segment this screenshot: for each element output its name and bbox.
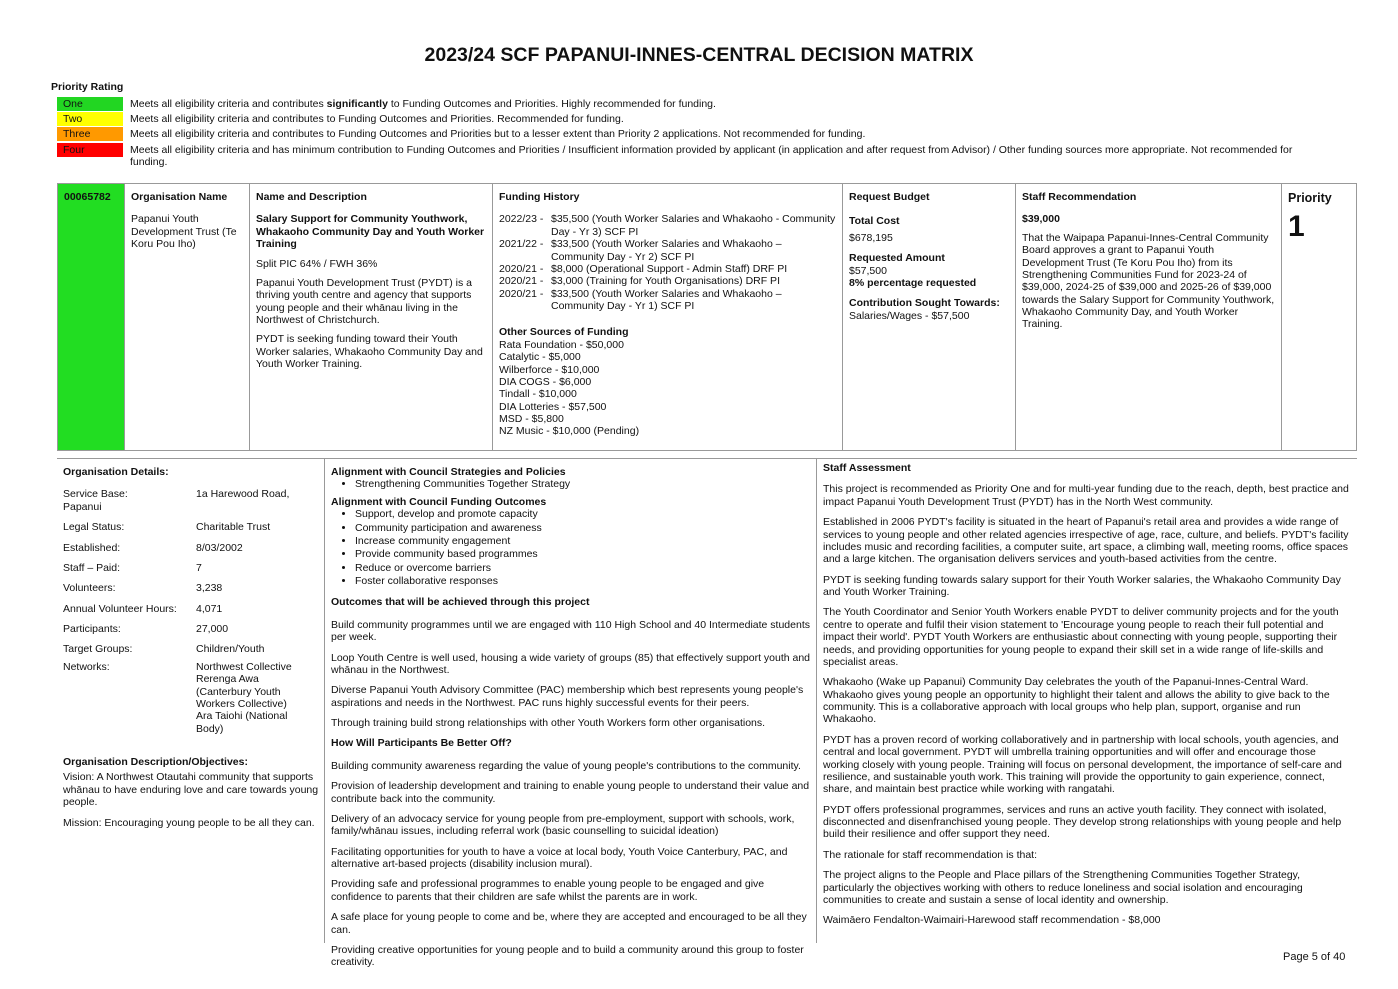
other-source-item: MSD - $5,800 <box>499 413 564 425</box>
outcome-item: • Community participation and awareness <box>355 522 813 534</box>
contribution-value: Salaries/Wages - $57,500 <box>849 309 970 322</box>
other-source-item: NZ Music - $10,000 (Pending) <box>499 425 640 438</box>
funding-history-item <box>499 288 836 313</box>
total-cost-label: Total Cost <box>849 215 900 228</box>
funding-year: 2022/23 - <box>499 213 544 226</box>
assessment-paragraph: The project aligns to the People and Place pillars of the Strengthening Communities Together Strategy, particularly the objectives working with others to reduce loneliness and social isolation and encouraging communities to create and sustain a sense of local identity and ownership. <box>823 869 1303 906</box>
project-split: Split PIC 64% / FWH 36% <box>256 257 378 270</box>
funding-history-item <box>499 213 836 238</box>
other-source-item: Rata Foundation - $50,000 <box>499 338 624 351</box>
priority-swatch: One <box>57 97 123 111</box>
priority-description-text: Meets all eligibility criteria and contributes <box>130 98 327 110</box>
org-detail-label: Staff – Paid: <box>63 561 121 574</box>
other-source-item: Wilberforce - $10,000 <box>499 363 600 376</box>
org-detail-value: 8/03/2002 <box>196 541 243 554</box>
total-cost-value: $678,195 <box>849 231 893 244</box>
funding-history-item <box>499 263 836 275</box>
funding-history-header: Funding History <box>499 191 580 203</box>
column-divider <box>816 459 817 943</box>
better-off-list <box>331 760 813 969</box>
funding-year: 2020/21 - <box>499 275 544 288</box>
funding-detail: $8,000 (Operational Support - Admin Staff) DRF PI <box>551 262 788 275</box>
funding-year: 2020/21 - <box>499 287 544 300</box>
assessment-paragraph: PYDT has a proven record of working collaboratively and in partnership with local schools, youth agencies, and central and local government. PYDT will umbrella training opportunities and will offer and encourage those working closely with young people. Training will focus on personal development, the importance of self-care and resilience, and sustainable youth work. This training will provide the opportunity to gain experience, connect, share, and maintain best practice while working with rangatahi. <box>823 733 1342 796</box>
outcomes-header: Alignment with Council Funding Outcomes <box>331 495 547 508</box>
organisation-details <box>63 466 323 837</box>
networks-row <box>63 661 323 735</box>
org-detail-row <box>63 521 323 533</box>
outcome-item: • Support, develop and promote capacity <box>355 508 813 520</box>
outcome-item: • Reduce or overcome barriers <box>355 562 813 574</box>
assessment-paragraph: Whakaoho (Wake up Papanui) Community Day celebrates the youth of the Papanui-Innes-Central Ward. Whakaoho gives young people an opportunity to highlight their talent and allows the ability to give back to the community. This is a collaborative approach with local groups who help plan, support, organise and run Whakaoho. <box>823 676 1330 726</box>
org-detail-label: Volunteers: <box>63 582 116 595</box>
funding-year: 2020/21 - <box>499 262 544 275</box>
better-off-item: Providing creative opportunities for young people and to build a community around this group to foster creativity. <box>331 943 804 969</box>
section-divider <box>57 458 1357 459</box>
staff-recommendation-text: That the Waipapa Papanui-Innes-Central Community Board approves a grant to Papanui Youth Development Trust (Te Koru Pou Iho) from its Strengthening Communities Fund for 2023-24 of $39,000, 2024-25 of $39,000 and 2025-26 of $39,000 towards the Salary Support for Community Youthwork, Whakaoho Community Day, and Youth Worker Training. <box>1022 231 1275 331</box>
org-detail-value: 4,071 <box>196 602 223 615</box>
other-source-item: Catalytic - $5,000 <box>499 351 581 364</box>
priority-description-text: to Funding Outcomes and Priorities. Highly recommended for funding. <box>387 98 716 110</box>
staff-recommendation-cell <box>1016 184 1282 450</box>
requested-amount-value: $57,500 <box>849 264 887 277</box>
application-id: 00065782 <box>64 191 111 203</box>
funding-history-list <box>499 213 836 312</box>
percentage-requested: 8% percentage requested <box>849 276 977 289</box>
priority-cell <box>1282 184 1356 450</box>
org-detail-label: Legal Status: <box>63 521 125 534</box>
priority-description <box>130 144 1310 169</box>
funding-detail: $33,500 (Youth Worker Salaries and Whakaoho – Community Day - Yr 2) SCF PI <box>551 238 782 263</box>
achieved-item: Diverse Papanui Youth Advisory Committee (PAC) membership which best represents young people's aspirations and needs in the Northwest. PAC runs highly successful events for their peers. <box>331 684 804 709</box>
organisation-name-cell <box>125 184 250 450</box>
request-budget-cell <box>843 184 1016 450</box>
priority-rating-label: Priority Rating <box>51 81 124 93</box>
priority-swatch: Two <box>57 112 123 126</box>
project-description-2: PYDT is seeking funding toward their Youth Worker salaries, Whakaoho Community Day and Youth Worker Training. <box>256 333 483 371</box>
better-off-header: How Will Participants Be Better Off? <box>331 737 512 750</box>
funding-detail: $35,500 (Youth Worker Salaries and Whakaoho - Community Day - Yr 3) SCF PI <box>551 213 836 238</box>
funding-year: 2021/22 - <box>499 238 544 251</box>
priority-description-emphasis: significantly <box>326 98 388 110</box>
priority-header: Priority <box>1288 191 1332 205</box>
staff-assessment-paragraphs <box>823 483 1350 926</box>
organisation-description-header: Organisation Description/Objectives: <box>63 756 248 768</box>
org-detail-value-continued: Papanui <box>63 500 102 513</box>
achieved-item: Loop Youth Centre is well used, housing a wide variety of groups (85) that effectively support youth and whānau in the Northwest. <box>331 651 811 676</box>
better-off-item: Provision of leadership development and training to enable young people to understand their value and contribute back into the community. <box>331 780 810 805</box>
other-source-item: Tindall - $10,000 <box>499 388 577 401</box>
strategies-list <box>331 478 813 490</box>
priority-description <box>130 128 1310 140</box>
assessment-paragraph: This project is recommended as Priority One and for multi-year funding due to the reach, depth, best practice and impact Papanui Youth Development Trust (PYDT) has in the North West community. <box>823 483 1349 508</box>
page-number: Page 5 of 40 <box>1283 951 1346 963</box>
application-id-cell <box>58 184 125 450</box>
org-detail-row <box>63 488 323 513</box>
org-detail-row <box>63 582 323 594</box>
project-description-1: Papanui Youth Development Trust (PYDT) is a thriving youth centre and agency that supports young people and their whānau living in the Northwest of Christchurch. <box>256 276 472 326</box>
application-table <box>57 183 1357 451</box>
assessment-paragraph: PYDT is seeking funding towards salary support for their Youth Worker salaries, the Whakaoho Community Day and Youth Worker Training. <box>823 573 1341 598</box>
priority-swatch: Four <box>57 143 123 157</box>
name-description-header: Name and Description <box>256 191 367 203</box>
achieved-item: Through training build strong relationships with other Youth Workers form other organisations. <box>331 717 766 729</box>
networks-label: Networks: <box>63 660 110 673</box>
better-off-item: A safe place for young people to come and be, where they are accepted and encouraged to be all they can. <box>331 911 807 936</box>
assessment-paragraph: The rationale for staff recommendation is that: <box>823 848 1037 861</box>
achieved-list <box>331 619 813 730</box>
org-detail-row <box>63 603 323 615</box>
funding-history-item <box>499 275 836 287</box>
funding-detail: $33,500 (Youth Worker Salaries and Whakaoho – Community Day - Yr 1) SCF PI <box>551 287 782 312</box>
outcome-item: • Increase community engagement <box>355 535 813 547</box>
page-title: 2023/24 SCF PAPANUI-INNES-CENTRAL DECISION MATRIX <box>424 44 974 66</box>
achieved-header: Outcomes that will be achieved through this project <box>331 596 590 609</box>
alignment-section <box>331 466 813 977</box>
org-detail-label: Annual Volunteer Hours: <box>63 602 177 615</box>
better-off-item: Providing safe and professional programmes to enable young people to be engaged and give confidence to parents that their children are safe whilst the parents are in work. <box>331 878 765 903</box>
request-budget-header: Request Budget <box>849 191 930 203</box>
achieved-item: Build community programmes until we are engaged with 110 High School and 40 Intermediate students per week. <box>331 618 810 644</box>
assessment-paragraph: Established in 2006 PYDT's facility is situated in the heart of Papanui's retail area and provides a wide range of services to young people and other related agencies irrespective of age, race, culture, and beliefs. PYDT's facility includes music and recording facilities, a computer suite, art space, a climbing wall, meeting rooms, office spaces and a large kitchen. The organisation delivers services and youth-based activities from the centre. <box>823 516 1349 566</box>
better-off-item: Delivery of an advocacy service for young people from pre-employment, support with schools, work, family/whānau issues, including referral work (basic counselling to suicidal ideation) <box>331 812 795 838</box>
other-sources-list <box>499 339 836 438</box>
staff-assessment <box>823 462 1350 935</box>
better-off-item: Building community awareness regarding the value of young people's contributions to the community. <box>331 759 801 772</box>
org-detail-label: Service Base: <box>63 488 128 501</box>
org-detail-value: Children/Youth <box>196 643 265 656</box>
funding-detail: $3,000 (Training for Youth Organisations) DRF PI <box>551 275 780 288</box>
staff-recommendation-amount: $39,000 <box>1022 213 1060 226</box>
assessment-paragraph: PYDT offers professional programmes, services and runs an active youth facility. They connect with isolated, disconnected and disenfranchised young people. They develop strong relationships with young people and help build their resilience and offer support they need. <box>823 803 1342 841</box>
priority-description <box>130 113 1310 125</box>
outcome-item: • Provide community based programmes <box>355 548 813 560</box>
outcome-item: • Foster collaborative responses <box>355 575 813 587</box>
priority-description-text: Meets all eligibility criteria and has minimum contribution to Funding Outcomes and Priorities / Insufficient information provided by applicant (in application and after request from Advisor) / Other funding sources more appropriate. Not recommended for funding. <box>130 144 1293 169</box>
contribution-label: Contribution Sought Towards: <box>849 297 1000 310</box>
organisation-details-list <box>63 488 323 655</box>
staff-assessment-header: Staff Assessment <box>823 462 911 474</box>
networks-value: Northwest Collective Rerenga Awa (Canterbury Youth Workers Collective) Ara Taiohi (National Body) <box>196 660 292 735</box>
org-detail-label: Participants: <box>63 623 121 635</box>
other-source-item: DIA COGS - $6,000 <box>499 375 592 388</box>
strategies-header: Alignment with Council Strategies and Policies <box>331 466 566 478</box>
organisation-details-header: Organisation Details: <box>63 466 169 478</box>
assessment-paragraph: Waimāero Fendalton-Waimairi-Harewood staff recommendation - $8,000 <box>823 914 1161 927</box>
staff-recommendation-header: Staff Recommendation <box>1022 191 1137 203</box>
column-divider <box>324 459 325 943</box>
org-detail-value: 27,000 <box>196 623 229 635</box>
organisation-name-header: Organisation Name <box>131 191 228 203</box>
org-detail-label: Target Groups: <box>63 643 133 656</box>
org-detail-value: 3,238 <box>196 582 223 595</box>
strategy-item: • Strengthening Communities Together Strategy <box>355 478 813 490</box>
org-detail-row <box>63 562 323 574</box>
organisation-vision: Vision: A Northwest Otautahi community that supports whānau to have enduring love and care towards young people. <box>63 771 319 809</box>
org-detail-value: 1a Harewood Road, <box>196 488 290 501</box>
priority-value: 1 <box>1288 209 1305 243</box>
project-title: Salary Support for Community Youthwork, Whakaoho Community Day and Youth Worker Training <box>256 213 485 251</box>
priority-description-text: Meets all eligibility criteria and contributes to Funding Outcomes and Priorities but to a lesser extent than Priority 2 applications. Not recommended for funding. <box>130 128 866 140</box>
org-detail-row <box>63 623 323 635</box>
name-description-cell <box>250 184 493 450</box>
requested-amount-label: Requested Amount <box>849 252 945 265</box>
funding-history-cell <box>493 184 843 450</box>
org-detail-value: Charitable Trust <box>196 521 271 534</box>
assessment-paragraph: The Youth Coordinator and Senior Youth Workers enable PYDT to deliver community projects and for the youth centre to operate and fulfil their vision statement to 'Encourage young people to reach their full potential and impact their world'. PYDT Youth Workers are enthusiastic about connecting with young people, supporting their needs, and providing opportunities for young people to expand their skill set in a wide range of life-skills and specialist areas. <box>823 606 1339 668</box>
org-detail-row <box>63 643 323 655</box>
org-detail-value: 7 <box>196 561 202 574</box>
better-off-item: Facilitating opportunities for youth to have a voice at local body, Youth Voice Canterbury, PAC, and alternative art-based projects (disability inclusion mural). <box>331 845 788 870</box>
priority-description-text: Meets all eligibility criteria and contributes to Funding Outcomes and Priorities. Recommended for funding. <box>130 113 624 125</box>
org-detail-label: Established: <box>63 541 121 554</box>
other-source-item: DIA Lotteries - $57,500 <box>499 400 607 413</box>
org-detail-row <box>63 542 323 554</box>
funding-history-item <box>499 238 836 263</box>
other-sources-header: Other Sources of Funding <box>499 326 629 339</box>
priority-swatch: Three <box>57 127 123 141</box>
organisation-mission: Mission: Encouraging young people to be all they can. <box>63 816 315 829</box>
outcomes-list <box>331 508 813 587</box>
organisation-name: Papanui Youth Development Trust (Te Koru Pou Iho) <box>131 213 237 251</box>
priority-description <box>130 98 1310 110</box>
